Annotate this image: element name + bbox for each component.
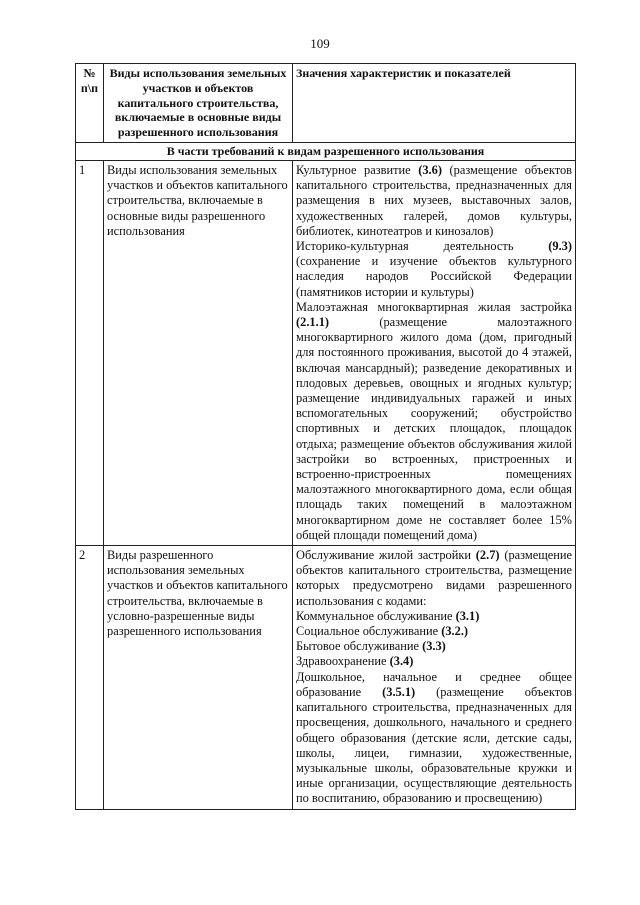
use-code: (3.1)	[455, 608, 480, 623]
use-code: (3.2.)	[441, 624, 469, 639]
use-code: (3.3)	[422, 639, 446, 654]
section-title: В части требований к видам разрешенного использования	[76, 142, 576, 160]
use-text: (размещение объектов капитального строительства, предназначенных для просвещения, дошкольного, начального и среднего общего образования (детские ясли, детские сады, школы, лицеи, гимназии, художественные, музыкальные школы, образовательные кружки и иные организации, осуществляющие деятельность по воспитанию, образованию и просвещению)	[296, 684, 572, 806]
use-text: (размещение объектов капитального строительства, размещение которых предусмотрено видами разрешенного использования с кодами:	[296, 548, 572, 608]
use-name: Бытовое обслуживание	[296, 639, 419, 654]
table-header-row	[76, 64, 576, 143]
use-text: (сохранение и изучение объектов культурного наследия народов Российской Федерации (памятников истории и культуры)	[296, 254, 572, 299]
row-values	[293, 160, 576, 545]
row-kind: Виды разрешенного использования земельных участков и объектов капитального строительства, включаемые в условно-разрешенные виды разрешенного использования	[104, 546, 293, 809]
use-code: (3.5.1)	[382, 684, 416, 699]
table-row	[76, 160, 576, 545]
use-name: Здравоохранение	[296, 654, 387, 669]
use-name: Дошкольное, начальное и среднее общее образование	[296, 669, 572, 699]
page-number: 109	[310, 36, 330, 51]
header-num: № п\п	[76, 64, 104, 143]
use-name: Коммунальное обслуживание	[296, 608, 453, 623]
use-name: Историко-культурная деятельность	[296, 239, 514, 253]
value-paragraph	[296, 609, 572, 624]
row-number: 1	[76, 160, 104, 545]
value-paragraph	[296, 639, 572, 654]
use-code: (9.3)	[548, 239, 572, 253]
use-name: Обслуживание жилой застройки	[296, 548, 471, 563]
header-kind: Виды использования земельных участков и объектов капитального строительства, включаемые в основные виды разрешенного использования	[104, 64, 293, 143]
use-code: (3.6)	[418, 162, 442, 177]
use-code: (2.7)	[475, 548, 500, 563]
use-name: Социальное обслуживание	[296, 624, 439, 639]
header-values: Значения характеристик и показателей	[293, 64, 576, 143]
use-name: Культурное развитие	[296, 162, 411, 177]
use-text: (размещение объектов капитального строительства, предназначенных для размещения в них музеев, выставочных залов, художественных галерей, домов культуры, библиотек, кинотеатров и кинозалов)	[296, 162, 572, 238]
value-paragraph	[296, 670, 572, 807]
use-code: (3.4)	[389, 654, 414, 669]
value-paragraph	[296, 548, 572, 609]
value-paragraph	[296, 624, 572, 639]
value-paragraph	[296, 163, 572, 239]
value-paragraph	[296, 654, 572, 669]
use-text: (размещение малоэтажного многоквартирного жилого дома (дом, пригодный для постоянного проживания, высотой до 4 этажей, включая мансардный); разведение декоративных и плодовых деревьев, овощных и ягодных культур; размещение индивидуальных гаражей и иных вспомогательных сооружений; обустройство спортивных и детских площадок, площадок отдыха; размещение объектов обслуживания жилой застройки во встроенных, пристроенных и встроенно-пристроенных помещениях малоэтажного многоквартирного дома, если общая площадь таких помещений в малоэтажном многоквартирном доме не составляет более 15% общей площади помещений дома)	[296, 315, 572, 542]
row-kind: Виды использования земельных участков и объектов капитального строительства, включаемые в основные виды разрешенного использования	[104, 160, 293, 545]
table-row	[76, 546, 576, 809]
use-code: (2.1.1)	[296, 315, 330, 330]
zoning-table	[75, 63, 576, 810]
row-number: 2	[76, 546, 104, 809]
row-values	[293, 546, 576, 809]
section-row	[76, 142, 576, 160]
value-paragraph	[296, 239, 572, 300]
use-name: Малоэтажная многоквартирная жилая застройка	[296, 299, 572, 314]
value-paragraph	[296, 300, 572, 543]
